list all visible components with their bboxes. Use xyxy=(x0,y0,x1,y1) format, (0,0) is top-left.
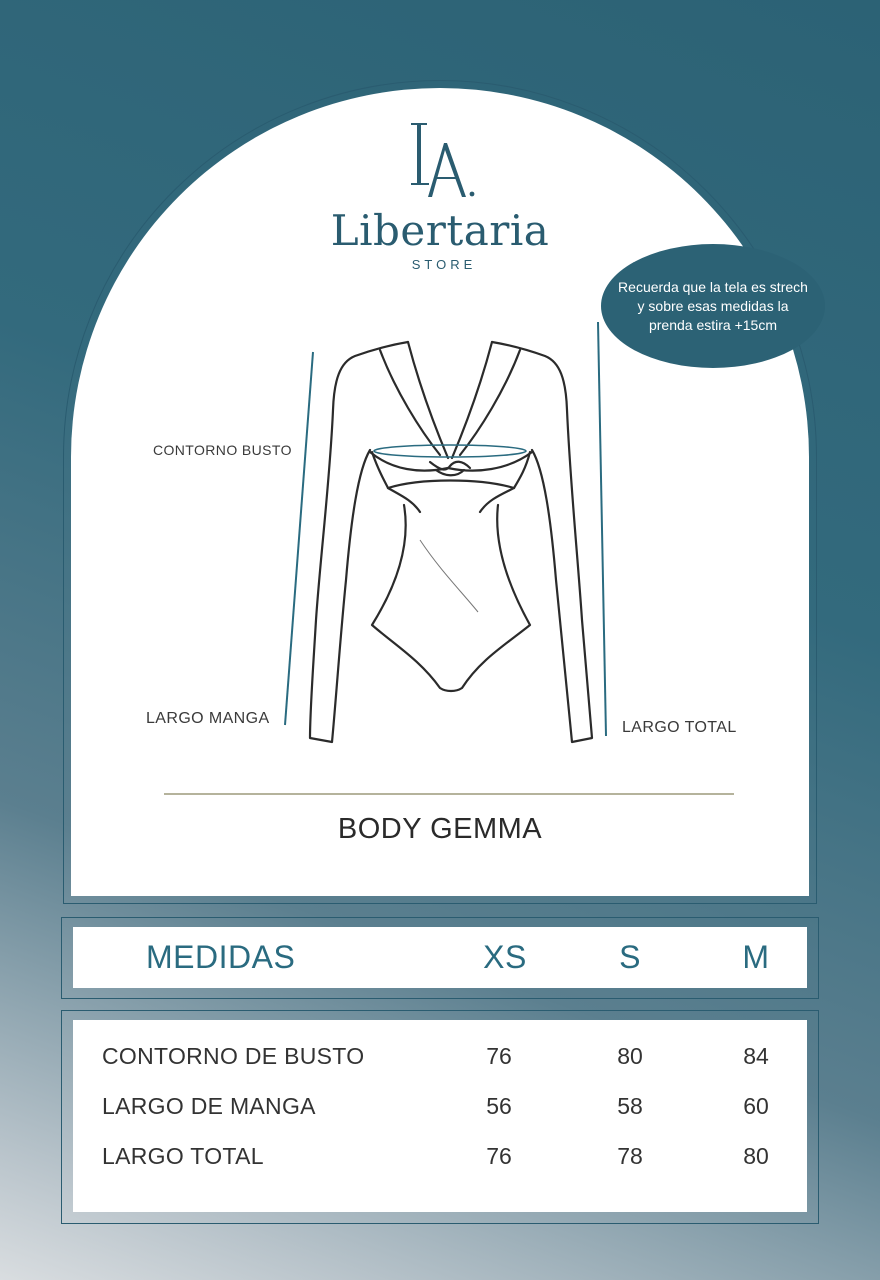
table-cell: 80 xyxy=(617,1043,643,1069)
table-cell: 76 xyxy=(486,1143,512,1169)
table-cell: 76 xyxy=(486,1043,512,1069)
brand-name: Libertaria xyxy=(330,206,550,255)
header-title: MEDIDAS xyxy=(146,939,296,975)
table-cell: 78 xyxy=(617,1143,643,1169)
stretch-note-text: Recuerda que la tela es strech y sobre esas medidas la prenda estira +15cm xyxy=(618,278,808,333)
label-contorno-busto: CONTORNO BUSTO xyxy=(153,442,292,458)
table-cell: 56 xyxy=(486,1093,512,1119)
table-cell: 60 xyxy=(743,1093,769,1119)
table-cell: 80 xyxy=(743,1143,769,1169)
row-label-largo-total: LARGO TOTAL xyxy=(102,1143,264,1169)
label-largo-manga: LARGO MANGA xyxy=(146,710,270,727)
header-size-s: S xyxy=(619,939,641,975)
header-size-xs: XS xyxy=(483,939,527,975)
divider xyxy=(164,793,734,795)
row-label-largo-manga: LARGO DE MANGA xyxy=(102,1093,316,1119)
row-label-contorno-busto: CONTORNO DE BUSTO xyxy=(102,1043,365,1069)
brand-subtitle: STORE xyxy=(411,257,477,272)
product-name: BODY GEMMA xyxy=(337,813,543,845)
header-size-m: M xyxy=(742,939,770,975)
table-cell: 84 xyxy=(743,1043,769,1069)
table-cell: 58 xyxy=(617,1093,643,1119)
label-largo-total: LARGO TOTAL xyxy=(622,719,737,736)
